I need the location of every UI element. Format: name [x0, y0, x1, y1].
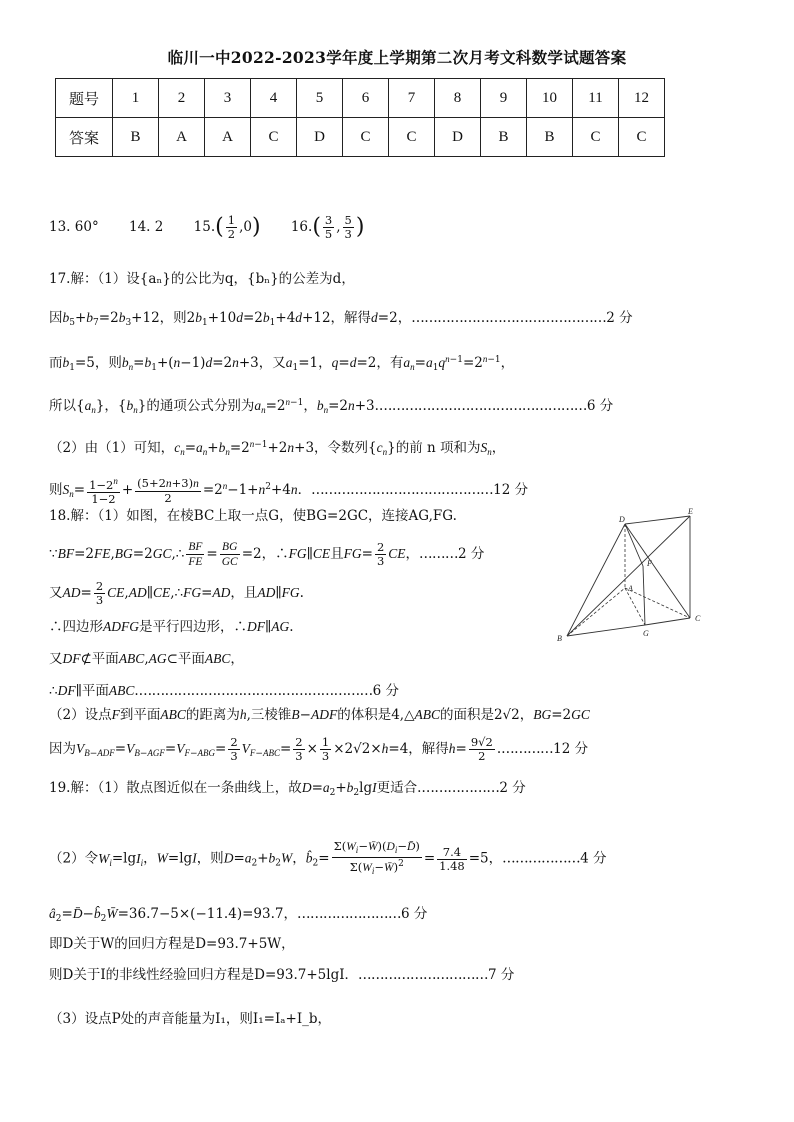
score: 6 分	[586, 398, 614, 414]
question-number-cell: 9	[481, 79, 527, 118]
score: 4 分	[580, 850, 607, 867]
answer-cell: B	[527, 118, 573, 157]
q19-line3: $â_2=D̄-b̂_2W̄=36.7-5\times(-11.4)=93.7$，……………………6 分	[49, 906, 428, 924]
q17-line5: （2）由（1）可知，$c_n=a_n+b_n=2^{n-1}+2n+3$，令数列$\{c_n\}$的前 n 项和为$S_n$，	[49, 439, 506, 457]
question-number-cell: 2	[159, 79, 205, 118]
answer-16-label: 16.	[290, 219, 313, 235]
q17-part2-label: （2）由（1）可知，	[49, 440, 175, 456]
header-cell: 题号	[56, 79, 113, 118]
question-number-cell: 8	[435, 79, 481, 118]
answer-cell: D	[435, 118, 481, 157]
score: 7 分	[488, 967, 515, 983]
q18-line8: 因为$V_{B-ADF}=V_{B-AGF}=V_{F-ABG}=$ $\frac{2}{3}$ $V_{F-ABC}=$ $\frac{2}{3}$ × $\frac{1}{3}$ ×2√2×h=4，解得h= $\frac{9√2}{2}$ .…………12 分	[49, 735, 589, 763]
score: 12 分	[553, 741, 589, 757]
q17-line2: 因$b_5+b_7=2b_3+12$，则$2b_1+10d=2b_1+4d+12$，解得d=2，………………………………………2 分	[49, 310, 633, 328]
question-number-cell: 1	[113, 79, 159, 118]
score: 12 分	[493, 482, 529, 498]
question-number-cell: 4	[251, 79, 297, 118]
answer-13: 13. 60°	[49, 219, 99, 235]
q19-intro-text: 19.解：（1）散点图近似在一条曲线上，故	[49, 780, 302, 796]
q18-intro: 18.解：（1）如图，在棱BC上取一点G，使BG=2GC，连接AG,FG.	[49, 508, 457, 524]
q19-intro-tail: 更适合.	[376, 780, 422, 796]
pyramid-figure	[555, 508, 715, 643]
q19-line4: 即D关于W的回归方程是D=93.7+5W，	[49, 936, 295, 952]
q19-intro: 19.解：（1）散点图近似在一条曲线上，故$D=a_2+b_2\lg I$更适合.………………2 分	[49, 780, 526, 798]
table-row	[56, 118, 665, 157]
answer-table	[55, 78, 665, 157]
score: 6 分	[372, 683, 400, 699]
q17-line4: 所以$\{a_n\}$，$\{b_n\}$的通项公式分别为$a_n=2^{n-1}$，$b_n=2n+3.\dots\dots\dots\dots\dots\dots\dots\dots\dots\dots\dots\dots\dots\dots\dots\dots 6$ 分	[49, 397, 614, 415]
q18-line4: ∴四边形ADFG是平行四边形，∴DF∥AG.	[49, 619, 294, 635]
q19-line5: 则D关于I的非线性经验回归方程是D=93.7+5lgI．…………………………7 分	[49, 967, 515, 983]
fig-label-a: A	[628, 584, 633, 593]
answer-cell: D	[297, 118, 343, 157]
question-number-cell: 6	[343, 79, 389, 118]
score: 6 分	[400, 906, 428, 922]
q17-line6: 则$S_n=$ $\frac{1-2^n}{1-2}$ + $\frac{(5+2n+3)n}{2}$ $=2^n-1+n^2+4n$．……………………………………12 分	[49, 475, 529, 506]
header-cell: 答案	[56, 118, 113, 157]
answer-cell: C	[389, 118, 435, 157]
fig-label-b: B	[557, 634, 562, 643]
q19-regress-i: 则D关于I的非线性经验回归方程是D=93.7+5lgI．	[49, 967, 359, 983]
question-number-cell: 3	[205, 79, 251, 118]
score: 2 分	[606, 310, 633, 326]
q18-line3: 又AD= $\frac{2}{3}$ CE,AD∥CE,∴FG=AD，且AD∥FG.	[49, 579, 304, 607]
q17-intro: 17.解：（1）设{aₙ}的公比为q，{bₙ}的公差为d，	[49, 271, 355, 287]
table-row	[56, 79, 665, 118]
answer-cell: C	[573, 118, 619, 157]
q18-line7: （2）设点F到平面ABC的距离为h,三棱锥B−ADF的体积是4,△ABC的面积是2√2，BG=2GC	[49, 707, 590, 723]
fig-label-g: G	[643, 629, 649, 638]
page-title: 临川一中2022-2023学年度上学期第二次月考文科数学试题答案	[167, 48, 627, 67]
answer-cell: C	[619, 118, 665, 157]
q19-line2: （2）令$W_i=\lg I_i$，W=lgI，则$D=a_2+b_2W$，$b̂_2=$ $\frac{\Sigma(W_i-W̄)(D_i-D̄)}{\Sigma(W_i-W̄)^2}$ = $\frac{7.4}{1.48}$ =5，………………4 分	[49, 839, 607, 876]
answer-cell: A	[159, 118, 205, 157]
question-number-cell: 5	[297, 79, 343, 118]
q17-line3: 而$b_1=5$，则$b_n=b_1+(n-1)d=2n+3$，又$a_1=1$，q=d=2，有$a_n=a_1q^{n-1}=2^{n-1}$，	[49, 354, 515, 373]
answer-cell: B	[481, 118, 527, 157]
q18-line5: 又DF⊄平面ABC,AG⊂平面ABC，	[49, 651, 244, 667]
q18-line2: ∵BF=2FE,BG=2GC,∴ $\frac{BF}{FE}$ = $\frac{BG}{GC}$ =2，∴FG∥CE且FG= $\frac{2}{3}$ CE，………2 分	[49, 540, 485, 568]
answer-cell: B	[113, 118, 159, 157]
fig-label-d: D	[619, 515, 625, 524]
answer-cell: C	[251, 118, 297, 157]
answer-15-label: 15.	[193, 219, 216, 235]
q19-line6: （3）设点P处的声音能量为I₁，则I₁=Iₐ+I_b，	[49, 1011, 332, 1027]
answer-14: 14. 2	[129, 219, 164, 235]
score: 2 分	[458, 546, 485, 562]
fig-label-c: C	[695, 614, 701, 623]
fig-label-e: E	[688, 508, 693, 516]
fig-label-f: F	[647, 559, 652, 568]
fill-in-answers: 13. 60° 14. 2 15.( $\frac{1}{2}$ ,0) 16.( $\frac{3}{5}$ , $\frac{5}{3}$ )	[49, 213, 365, 241]
answer-cell: A	[205, 118, 251, 157]
question-number-cell: 10	[527, 79, 573, 118]
q18-line6: ∴DF∥平面ABC.………………………………………………6 分	[49, 683, 400, 699]
answer-cell: C	[343, 118, 389, 157]
question-number-cell: 12	[619, 79, 665, 118]
score: 2 分	[499, 780, 526, 796]
question-number-cell: 7	[389, 79, 435, 118]
question-number-cell: 11	[573, 79, 619, 118]
